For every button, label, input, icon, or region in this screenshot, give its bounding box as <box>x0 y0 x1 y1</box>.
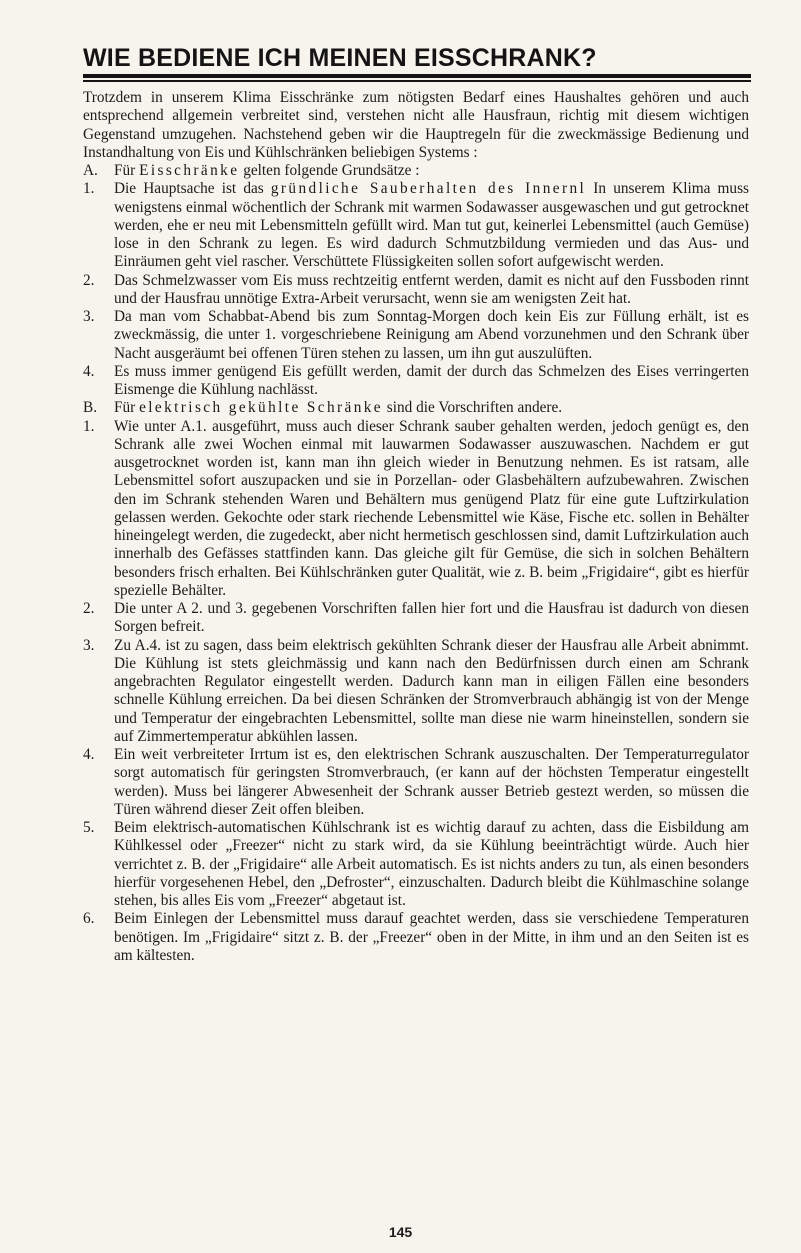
section-b-post: sind die Vorschriften andere. <box>382 399 563 417</box>
list-item-b2 <box>83 600 749 637</box>
page-title: WIE BEDIENE ICH MEINEN EISSCHRANK? <box>83 44 597 72</box>
item-keyword: gründliche Sauberhalten des Innernl <box>270 180 587 198</box>
item-marker: 5. <box>83 819 95 836</box>
section-b-heading <box>83 399 749 417</box>
item-text: Wie unter A.1. ausgeführt, muss auch dieser Schrank sauber gehalten werden, jedoch genügt es, den Schrank alle zwei Wochen einmal mit lauwarmen Sodawasser auszuwaschen. Nachdem er gut ausgetrocknet worden ist, kann man ihn gleich wieder in Benutzung nehmen. Es ist ratsam, alle Lebensmittel sofort auszupacken und sie in Porzellan- oder Glasbehältern aufzubewahren. Zwischen den im Schrank stehenden Waren und Behältern mus genügend Platz für eine gute Luftzirkulation gelassen werden. Gekochte oder stark riechende Lebensmittel wie Käse, Fische etc. sollen in Behälter hineingelegt werden, die zugedeckt, aber nicht hermetisch geschlossen sind, damit Luftzirkulation auch innerhalb des Gefässes stattfinden kann. Das gleiche gilt für Gemüse, die sich in solchen Behältern besonders frisch erhalten. Bei Kühlschränken guter Qualität, wie z. B. beim „Frigidaire“, gibt es hierfür spezielle Behälter. <box>114 417 749 599</box>
section-b-keyword: elektrisch gekühlte Schränke <box>139 399 383 417</box>
item-marker: 1. <box>83 417 95 435</box>
section-a-heading <box>83 162 749 180</box>
intro-paragraph: Trotzdem in unserem Klima Eisschränke zum nötigsten Bedarf eines Haushaltes gehören und auch entsprechend allgemein verbreitet sind, verstehen nicht alle Hausfraun, richtig mit diesem wichtigen Gegenstand umzugehen. Nachstehend geben wir die Hauptregeln für die zweckmässige Bedienung und Instandhaltung von Eis und Kühlschränken beliebigen Systems : <box>83 89 749 161</box>
item-marker: 2. <box>83 600 95 617</box>
list-item-b1 <box>83 418 749 601</box>
section-a-marker: A. <box>83 162 98 179</box>
item-marker: 3. <box>83 308 95 325</box>
item-marker: 4. <box>83 746 95 763</box>
list-item-b4 <box>83 746 749 819</box>
item-marker: 3. <box>83 636 95 654</box>
item-lead: Die Hauptsache ist das <box>114 180 271 198</box>
item-text: Das Schmelzwasser vom Eis muss rechtzeitig entfernt werden, damit es nicht auf den Fussboden rinnt und der Hausfrau unnötige Extra-Arbeit verursacht, wenn sie am wenigsten Zeit hat. <box>114 271 749 307</box>
item-text: In unserem Klima muss wenigstens einmal wöchentlich der Schrank mit warmen Sodawasser ausgewaschen und gut getrocknet werden, ehe er neu mit Lebensmitteln gefüllt wird. Man tut gut, keinerlei Lebensmittel (auch Gemüse) lose in den Schrank zu legen. Es wird dadurch Schmutzbildung vermieden und das Aus- und Einräumen geht viel rascher. Verschüttete Flüssigkeiten sollen sofort aufgewischt werden. <box>114 180 749 271</box>
list-item-a2 <box>83 272 749 309</box>
item-marker: 4. <box>83 362 95 380</box>
section-a-post: gelten folgende Grundsätze : <box>239 162 420 179</box>
item-text: Zu A.4. ist zu sagen, dass beim elektrisch gekühlten Schrank dieser der Hausfrau alle Arbeit abnimmt. Die Kühlung ist stets gleichmässig und kann nach den Bedürfnissen durch einen am Schrank angebrachten Regulator eingestellt werden. Dadurch kann man in eiligen Fällen eine besonders schnelle Kühlung erreichen. Da bei diesen Schränken der Stromverbrauch abhängig ist von der Menge und Temperatur der eingebrachten Lebensmittel, sollte man diese nie warm hineinstellen, sondern sie auf Zimmertemperatur abkühlen lassen. <box>114 636 749 745</box>
list-item-b3 <box>83 637 749 747</box>
title-rule-thin <box>83 80 751 82</box>
item-text: Die unter A 2. und 3. gegebenen Vorschriften fallen hier fort und die Hausfrau ist dadurch von diesen Sorgen befreit. <box>114 600 749 636</box>
item-marker: 2. <box>83 271 95 289</box>
section-b-pre: Für <box>114 399 140 417</box>
list-item-b6 <box>83 910 749 965</box>
item-marker: 1. <box>83 180 95 198</box>
item-text: Es muss immer genügend Eis gefüllt werden, damit der durch das Schmelzen des Eises verringerten Eismenge die Kühlung nachlässt. <box>114 362 749 398</box>
page-number: 145 <box>388 1224 413 1240</box>
list-item-b5 <box>83 819 749 910</box>
title-rule-thick <box>83 74 751 78</box>
item-marker: 6. <box>83 910 95 928</box>
list-item-a3 <box>83 308 749 363</box>
list-item-a4 <box>83 363 749 400</box>
item-text: Beim elektrisch-automatischen Kühlschrank ist es wichtig darauf zu achten, dass die Eisbildung am Kühlkessel oder „Freezer“ nicht zu stark wird, da sie Kühlung beeinträchtigt würde. Auch hier verrichtet z. B. der „Frigidaire“ alle Arbeit automatisch. Es ist nichts anders zu tun, als einen besonders hierfür vorgesehenen Hebel, den „Defroster“, einzuschalten. Dadurch bleibt die Kühlmaschine solange stehen, bis alles Eis vom „Freezer“ abgetaut ist. <box>114 819 749 909</box>
item-text: Beim Einlegen der Lebensmittel muss darauf geachtet werden, dass sie verschiedene Temperaturen benötigen. Im „Frigidaire“ sitzt z. B. der „Freezer“ oben in der Mitte, in ihm und an den Seiten ist es am kältesten. <box>114 910 749 964</box>
item-text: Da man vom Schabbat-Abend bis zum Sonntag-Morgen doch kein Eis zur Füllung erhält, ist es zweckmässig, die unter 1. vorgeschriebene Reinigung am Abend vorzunehmen und den Schrank über Nacht ausgeräumt bei offenen Türen stehen zu lassen, um ihn gut auszulüften. <box>114 308 749 362</box>
article-body <box>83 89 749 965</box>
section-b-marker: B. <box>83 399 98 417</box>
section-a-keyword: Eisschränke <box>139 162 240 179</box>
list-item-a1 <box>83 180 749 271</box>
item-text: Ein weit verbreiteter Irrtum ist es, den elektrischen Schrank auszuschalten. Der Temperaturregulator sorgt automatisch für geringsten Stromverbrauch, (er kann auf der höchsten Temperatur eingestellt werden). Muss bei längerer Abwesenheit der Schrank ausser Betrieb gestezt werden, so müssen die Türen während dieser Zeit offen bleiben. <box>114 746 749 818</box>
section-a-pre: Für <box>114 162 140 179</box>
